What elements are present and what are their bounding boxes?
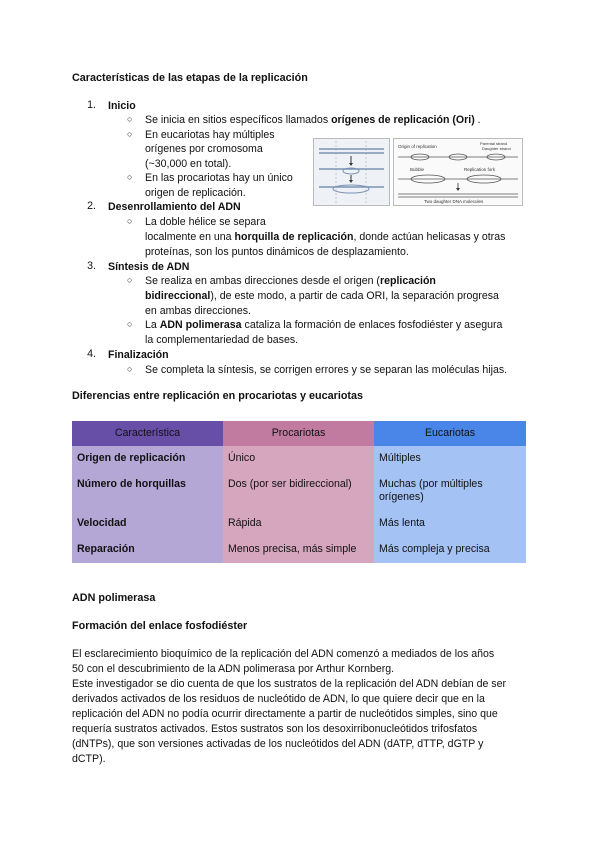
table-row (72, 511, 526, 537)
section-heading-differences: Diferencias entre replicación en procariotas y eucariotas (72, 390, 364, 402)
replication-bubbles-illustration (314, 139, 389, 205)
desenrollamiento-line-1: La doble hélice se separa (145, 216, 266, 228)
paragraph-line: requería sustratos activados. Estos sustratos son los desoxirribonucleótidos trifosfatos (72, 723, 478, 735)
bullet-circle-icon: ○ (127, 364, 133, 374)
paragraph-line: (dNTPs), que son versiones activadas de los nucleótidos del ADN (dATP, dTTP, dGTP y (72, 738, 484, 750)
table-cell: Más lenta (374, 511, 526, 537)
label-bubble: Bubble (410, 167, 425, 172)
paragraph-line: dCTP). (72, 753, 106, 765)
section-heading-enlace: Formación del enlace fosfodiéster (72, 620, 248, 632)
list-number-1: 1. (87, 99, 96, 111)
table-cell: Velocidad (72, 511, 223, 537)
table-cell: Múltiples (374, 446, 526, 472)
section-heading-polimerasa: ADN polimerasa (72, 592, 156, 604)
table-header-cell: Procariotas (223, 421, 374, 446)
desenrollamiento-line-2: localmente en una horquilla de replicación, donde actúan helicasas y otras (145, 231, 506, 243)
sintesis-bullet-1-line-2: bidireccional), de este modo, a partir de cada ORI, la separación progresa (145, 290, 499, 302)
inicio-bullet-3-line-2: origen de replicación. (145, 187, 246, 199)
list-title-finalizacion: Finalización (108, 349, 169, 361)
paragraph-line: Este investigador se dio cuenta de que los sustratos de la replicación del ADN debían de ser (72, 678, 507, 690)
replication-diagram-left (313, 138, 390, 206)
list-number-4: 4. (87, 348, 96, 360)
table-cell: Origen de replicación (72, 446, 223, 472)
sintesis-bullet-1-line-3: en ambas direcciones. (145, 305, 251, 317)
bullet-circle-icon: ○ (127, 129, 133, 139)
table-cell: Reparación (72, 537, 223, 563)
label-two-daughters: Two daughter DNA molecules (424, 199, 484, 204)
list-number-2: 2. (87, 200, 96, 212)
desenrollamiento-line-3: proteínas, son los puntos dinámicos de desplazamiento. (145, 246, 409, 258)
paragraph-line: derivados activados de los residuos de nucleótido de ADN, lo que quiere decir que en la (72, 693, 485, 705)
section-heading-stages: Características de las etapas de la replicación (72, 72, 308, 84)
label-fork: Replication fork (464, 167, 496, 172)
bullet-circle-icon: ○ (127, 319, 133, 329)
bullet-circle-icon: ○ (127, 216, 133, 226)
inicio-bullet-2-line-2: orígenes por cromosoma (145, 143, 263, 155)
list-title-desenrollamiento: Desenrollamiento del ADN (108, 201, 241, 213)
label-origin: Origin of replication (398, 144, 437, 149)
paragraph-line: El esclarecimiento bioquímico de la replicación del ADN comenzó a mediados de los años (72, 648, 495, 660)
table-cell: Único (223, 446, 374, 472)
table-header-cell: Eucariotas (374, 421, 526, 446)
table-row (72, 472, 526, 511)
paragraph-line: replicación del ADN no podía ocurrir directamente a partir de nucleótidos simples, sino que (72, 708, 498, 720)
list-title-inicio: Inicio (108, 100, 136, 112)
bullet-circle-icon: ○ (127, 172, 133, 182)
table-cell: Más compleja y precisa (374, 537, 526, 563)
bullet-circle-icon: ○ (127, 114, 133, 124)
replication-diagram-right (393, 138, 523, 206)
list-title-sintesis: Síntesis de ADN (108, 261, 190, 273)
sintesis-bullet-2-line-1: La ADN polimerasa cataliza la formación de enlaces fosfodiéster y asegura (145, 319, 503, 331)
table-header-row (72, 421, 526, 446)
table-row (72, 537, 526, 563)
sintesis-bullet-2-line-2: la complementariedad de bases. (145, 334, 299, 346)
inicio-bullet-2-line-3: (~30,000 en total). (145, 158, 232, 170)
table-cell: Menos precisa, más simple (223, 537, 374, 563)
list-number-3: 3. (87, 260, 96, 272)
paragraph-line: 50 con el descubrimiento de la ADN polimerasa por Arthur Kornberg. (72, 663, 395, 675)
sintesis-bullet-1-line-1: Se realiza en ambas direcciones desde el origen (replicación (145, 275, 436, 287)
table-row (72, 446, 526, 472)
table-cell: Muchas (por múltiples orígenes) (374, 472, 526, 511)
inicio-bullet-3-line-1: En las procariotas hay un único (145, 172, 293, 184)
label-parental: Parental strand (480, 141, 508, 146)
table-cell: Rápida (223, 511, 374, 537)
replication-fork-illustration (394, 139, 522, 205)
finalizacion-bullet-1: Se completa la síntesis, se corrigen errores y se separan las moléculas hijas. (145, 364, 508, 376)
table-header-cell: Característica (72, 421, 223, 446)
label-daughter: Daughter strand (482, 146, 511, 151)
inicio-bullet-2-line-1: En eucariotas hay múltiples (145, 129, 275, 141)
table-cell: Dos (por ser bidireccional) (223, 472, 374, 511)
table-cell: Número de horquillas (72, 472, 223, 511)
bullet-circle-icon: ○ (127, 275, 133, 285)
inicio-bullet-1: Se inicia en sitios específicos llamados orígenes de replicación (Ori) . (145, 114, 481, 126)
comparison-table (72, 421, 526, 563)
